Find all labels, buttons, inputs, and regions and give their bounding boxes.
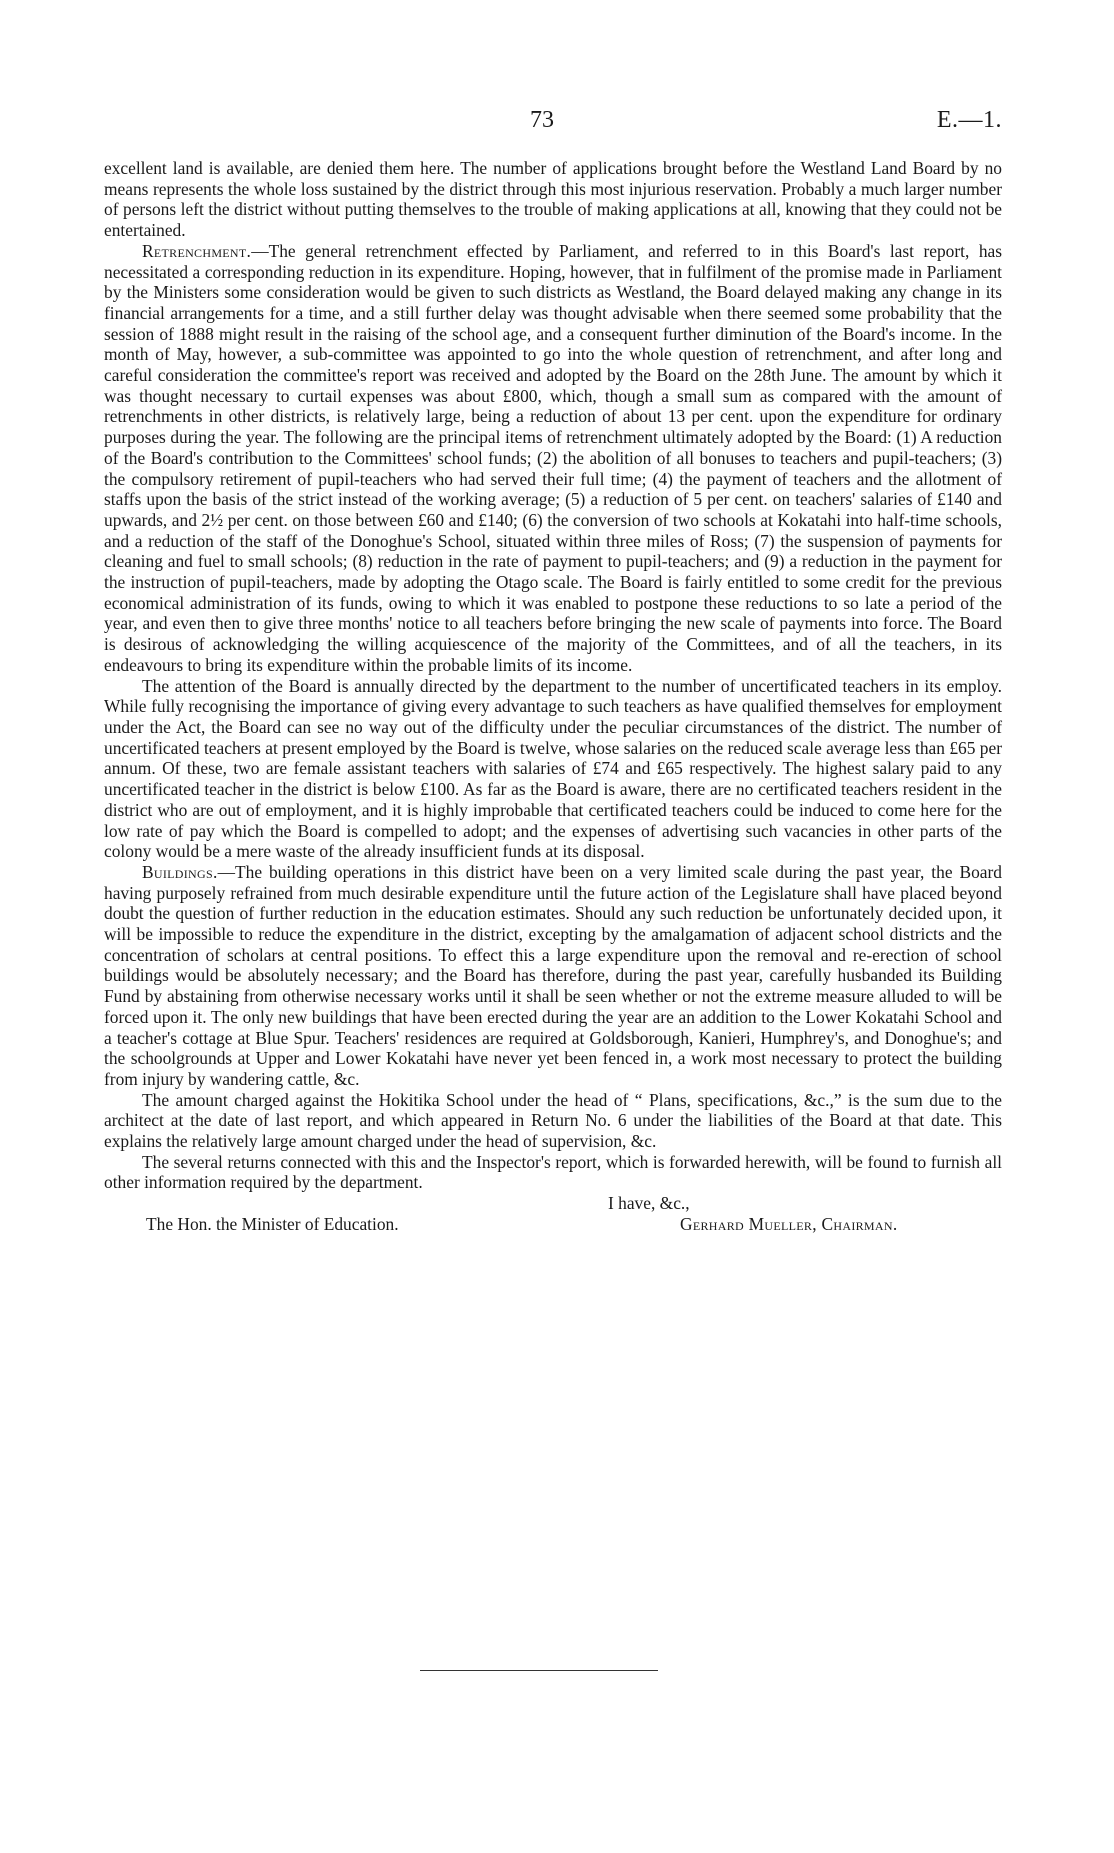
- end-rule: [420, 1670, 658, 1671]
- salutation: I have, &c.,: [608, 1193, 690, 1214]
- paragraph-hokitika-school: The amount charged against the Hokitika School under the head of “ Plans, specifications, &c.,” is the sum due to the architect at the date of last report, and which appeared in Return No. 6 under the liabilities of the Board at that date. This explains the relatively large amount charged under the head of supervision, &c.: [104, 1089, 1002, 1152]
- signature: Gerhard Mueller, Chairman.: [680, 1213, 898, 1234]
- section-heading-retrenchment: Retrenchment.: [142, 240, 252, 261]
- paragraph-retrenchment: [104, 241, 1002, 676]
- paragraph-returns: The several returns connected with this and the Inspector's report, which is forwarded herewith, will be found to furnish all other information required by the department.: [104, 1151, 1002, 1193]
- document-reference: E.—1.: [936, 107, 1002, 133]
- letter-closing: [104, 1193, 1002, 1234]
- paragraph-land-reservation: excellent land is available, are denied them here. The number of applications brought before the Westland Land Board by no means represents the whole loss sustained by the district through this most injurious reservation. Probably a much larger number of persons left the district without putting themselves to the trouble of making applications at all, knowing that they could not be entertained.: [104, 158, 1002, 241]
- section-heading-buildings: Buildings.: [142, 861, 218, 882]
- page-header: [104, 102, 1002, 138]
- addressee: The Hon. the Minister of Education.: [146, 1213, 399, 1234]
- page-number: 73: [530, 107, 554, 133]
- report-body: [104, 158, 1002, 1235]
- paragraph-uncertificated-teachers: The attention of the Board is annually directed by the department to the number of uncertificated teachers in its employ. While fully recognising the importance of giving every advantage to such teachers as have qualified themselves for employment under the Act, the Board can see no way out of the difficulty under the peculiar circumstances of the district. The number of uncertificated teachers at present employed by the Board is twelve, whose salaries on the reduced scale average less than £65 per annum. Of these, two are female assistant teachers with salaries of £74 and £65 respectively. The highest salary paid to any uncertificated teacher in the district is below £100. As far as the Board is aware, there are no certificated teachers resident in the district who are out of employment, and it is highly improbable that certificated teachers could be induced to come here for the low rate of pay which the Board is compelled to adopt; and the expenses of advertising such vacancies in other parts of the colony would be a mere waste of the already insufficient funds at its disposal.: [104, 675, 1002, 862]
- paragraph-buildings: [104, 862, 1002, 1090]
- paragraph-retrenchment-text: —The general retrenchment effected by Parliament, and referred to in this Board's last report, has necessitated a corresponding reduction in its expenditure. Hoping, however, that in fulfilment of the promise made in Parliament by the Ministers some consideration would be given to such districts as Westland, the Board delayed making any change in its financial arrangements for a time, and a still further delay was thought advisable when there seemed some probability that the session of 1888 might result in the raising of the school age, and a consequent further diminution of the Board's income. In the month of May, however, a sub-committee was appointed to go into the whole question of retrenchment, and after long and careful consideration the committee's report was received and adopted by the Board on the 28th June. The amount by which it was thought necessary to curtail expenses was about £800, which, though a small sum as compared with the amount of retrenchments in other districts, is relatively large, being a reduction of about 13 per cent. upon the expenditure for ordinary purposes during the year. The following are the principal items of retrenchment ultimately adopted by the Board: (1) A reduction of the Board's contribution to the Committees' school funds; (2) the abolition of all bonuses to teachers and pupil-teachers; (3) the compulsory retirement of pupil-teachers who had served their full time; (4) the payment of teachers and the allotment of staffs upon the basis of the strict instead of the working average; (5) a reduction of 5 per cent. on teachers' salaries of £140 and upwards, and 2½ per cent. on those between £60 and £140; (6) the conversion of two schools at Kokatahi into half-time schools, and a reduction of the staff of the Donoghue's School, situated within three miles of Ross; (7) the suspension of payments for cleaning and fuel to small schools; (8) reduction in the rate of payment to pupil-teachers; and (9) a reduction in the payment for the instruction of pupil-teachers, made by adopting the Otago scale. The Board is fairly entitled to some credit for the previous economical administration of its funds, owing to which it was enabled to postpone these reductions to so late a period of the year, and even then to give three months' notice to all teachers before bringing the new scale of payments into force. The Board is desirous of acknowledging the willing acquiescence of the majority of the Committees, and of all the teachers, in its endeavours to bring its expenditure within the probable limits of its income.: [104, 240, 1002, 675]
- paragraph-buildings-text: —The building operations in this district have been on a very limited scale during the past year, the Board having purposely refrained from much desirable expenditure until the future action of the Legislature shall have placed beyond doubt the question of further reduction in the education estimates. Should any such reduction be unfortunately decided upon, it will be impossible to reduce the expenditure in the district, excepting by the amalgamation of adjacent school districts and the concentration of scholars at central positions. To effect this a large expenditure upon the removal and re-erection of school buildings would be absolutely necessary; and the Board has therefore, during the past year, carefully husbanded its Building Fund by abstaining from otherwise necessary works until it shall be seen whether or not the extreme measure alluded to will be forced upon it. The only new buildings that have been erected during the year are an addition to the Lower Kokatahi School and a teacher's cottage at Blue Spur. Teachers' residences are required at Goldsborough, Kanieri, Humphrey's, and Donoghue's; and the schoolgrounds at Upper and Lower Kokatahi have never yet been fenced in, a work most necessary to protect the building from injury by wandering cattle, &c.: [104, 861, 1002, 1089]
